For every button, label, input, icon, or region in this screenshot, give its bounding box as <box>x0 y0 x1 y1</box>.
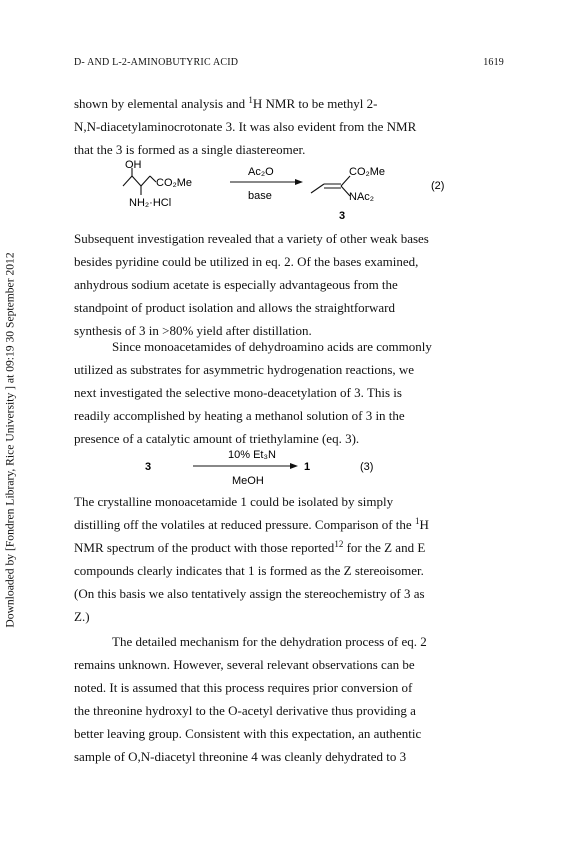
equation-3-scheme <box>0 443 576 493</box>
text-line: noted. It is assumed that this process requires prior conversion of <box>74 680 413 695</box>
text-line: N,N-diacetylaminocrotonate 3. It was also evident from the NMR <box>74 119 417 134</box>
download-watermark-text: Downloaded by [Fondren Library, Rice University ] at 09:19 30 September 2012 <box>3 252 17 628</box>
text-line: utilized as substrates for asymmetric hydrogenation reactions, we <box>74 362 415 377</box>
paragraph-1 <box>74 92 514 161</box>
text-line: (On this basis we also tentatively assign the stereochemistry of 3 as <box>74 586 425 601</box>
text-line: Z.) <box>74 609 90 624</box>
diacetylamino-label: NAc₂ <box>349 191 375 203</box>
eq3-product: 1 <box>304 461 311 473</box>
eq3-solvent: MeOH <box>232 475 264 487</box>
paragraph-4 <box>74 490 514 628</box>
eq3-arrowhead <box>290 463 298 469</box>
text-line: anhydrous sodium acetate is especially advantageous from the <box>74 277 398 292</box>
equation-number-3: (3) <box>360 461 374 473</box>
text-line: Since monoacetamides of dehydroamino acids are commonly <box>112 339 432 354</box>
text-line: distilling off the volatiles at reduced pressure. Comparison of the $^1$H <box>74 516 429 532</box>
paragraph-5 <box>74 630 552 768</box>
text-line: next investigated the selective mono-deacetylation of 3. This is <box>74 385 402 400</box>
ester-label-product: CO₂Me <box>349 166 386 178</box>
running-header <box>74 57 504 73</box>
text-line: The crystalline monoacetamide 1 could be isolated by simply <box>74 494 394 509</box>
compound-number-3: 3 <box>339 210 346 222</box>
ester-label-reactant: CO₂Me <box>156 177 193 189</box>
text-line: that the 3 is formed as a single diastereomer. <box>74 142 306 157</box>
reactant-structure <box>123 168 156 195</box>
reagent-label: Ac₂O <box>248 166 274 178</box>
product-structure <box>311 176 350 196</box>
text-line: Subsequent investigation revealed that a variety of other weak bases <box>74 231 429 246</box>
text-line: The detailed mechanism for the dehydration process of eq. 2 <box>112 634 427 649</box>
text-line: remains unknown. However, several relevant observations can be <box>74 657 415 672</box>
running-header-title: D- AND L-2-AMINOBUTYRIC ACID <box>74 57 239 68</box>
text-line: standpoint of product isolation and allows the straightforward <box>74 300 395 315</box>
hydroxyl-label: OH <box>125 159 142 171</box>
superscript: 1 <box>414 516 420 526</box>
text-line: sample of O,N-diacetyl threonine 4 was cleanly dehydrated to 3 <box>74 749 407 764</box>
text-line: NMR spectrum of the product with those reported$^{12}$ for the Z and E <box>74 539 426 555</box>
text-line: compounds clearly indicates that 1 is formed as the Z stereoisomer. <box>74 563 424 578</box>
text-line: shown by elemental analysis and $^1$H NMR to be methyl 2- <box>74 95 378 111</box>
download-watermark <box>3 230 17 650</box>
eq3-reactant: 3 <box>145 461 152 473</box>
reference-superscript: 12 <box>334 539 344 549</box>
paragraph-3 <box>74 335 552 450</box>
text-line: presence of a catalytic amount of triethylamine (eq. 3). <box>74 431 360 446</box>
text-line: readily accomplished by heating a methanol solution of 3 in the <box>74 408 405 423</box>
page-number: 1619 <box>483 57 504 68</box>
text-line: better leaving group. Consistent with this expectation, an authentic <box>74 726 422 741</box>
text-line: besides pyridine could be utilized in eq. 2. Of the bases examined, <box>74 254 419 269</box>
equation-2-scheme <box>0 155 576 235</box>
text-line: synthesis of 3 in >80% yield after distillation. <box>74 323 312 338</box>
superscript: 1 <box>248 95 253 105</box>
text-line: the threonine hydroxyl to the O-acetyl derivative thus providing a <box>74 703 416 718</box>
condition-label: base <box>248 190 272 202</box>
eq3-reagent: 10% Et₃N <box>228 449 276 461</box>
equation-number-2: (2) <box>431 180 445 192</box>
paragraph-2 <box>74 227 514 342</box>
amine-salt-label: NH₂·HCl <box>129 197 172 209</box>
arrowhead <box>295 179 303 185</box>
